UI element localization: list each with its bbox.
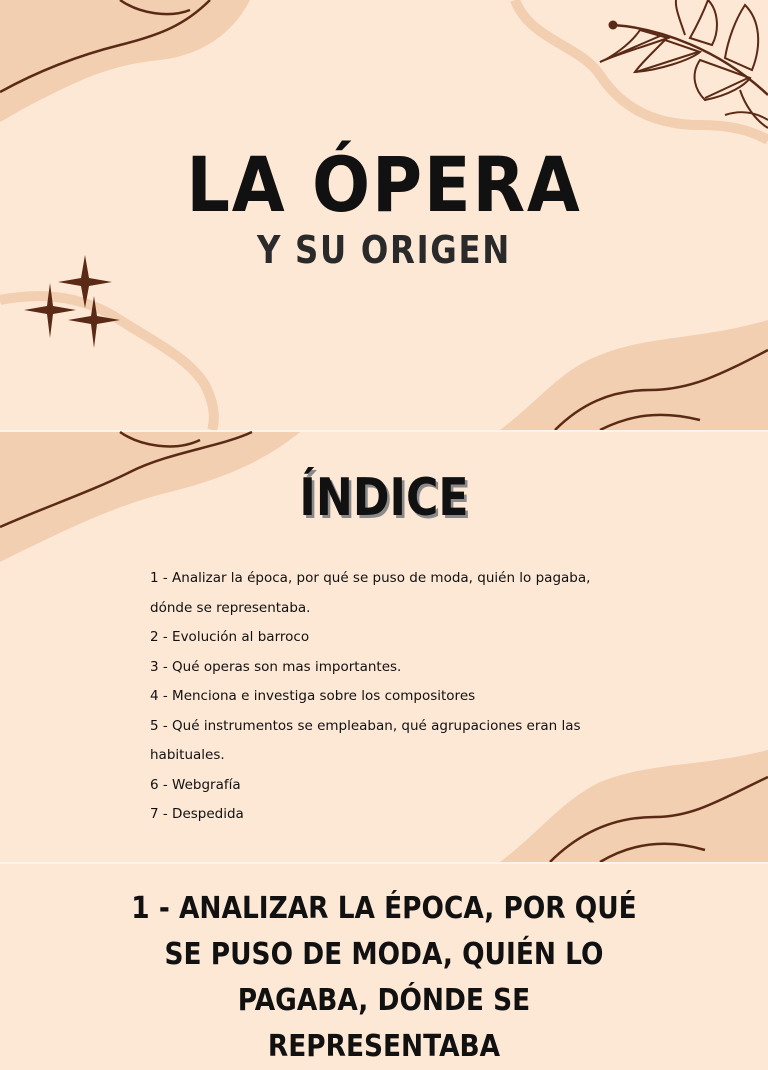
slide-title: LA ÓPERA: [186, 140, 582, 229]
index-list: [150, 564, 630, 830]
index-item: 2 - Evolución al barroco: [150, 629, 310, 645]
index-title: ÍNDICE: [299, 468, 469, 528]
index-item: 7 - Despedida: [150, 806, 244, 822]
section-title: 1 - ANALIZAR LA ÉPOCA, POR QUÉ SE PUSO DE MODA, QUIÉN LO PAGABA, DÓNDE SE REPRESENTABA: [131, 891, 637, 1064]
section-slide: [0, 864, 768, 1064]
index-slide: [0, 432, 768, 862]
index-item: 4 - Menciona e investiga sobre los compositores: [150, 688, 476, 704]
title-slide: [0, 0, 768, 430]
index-item: 3 - Qué operas son mas importantes.: [150, 658, 402, 675]
index-item: 5 - Qué instrumentos se empleaban, qué agrupaciones eran las habituales.: [150, 717, 581, 763]
index-item: 1 - Analizar la época, por qué se puso de moda, quién lo pagaba, dónde se representaba.: [150, 570, 591, 616]
index-item: 6 - Webgrafía: [150, 776, 241, 793]
slide-subtitle: Y SU ORIGEN: [256, 228, 512, 272]
